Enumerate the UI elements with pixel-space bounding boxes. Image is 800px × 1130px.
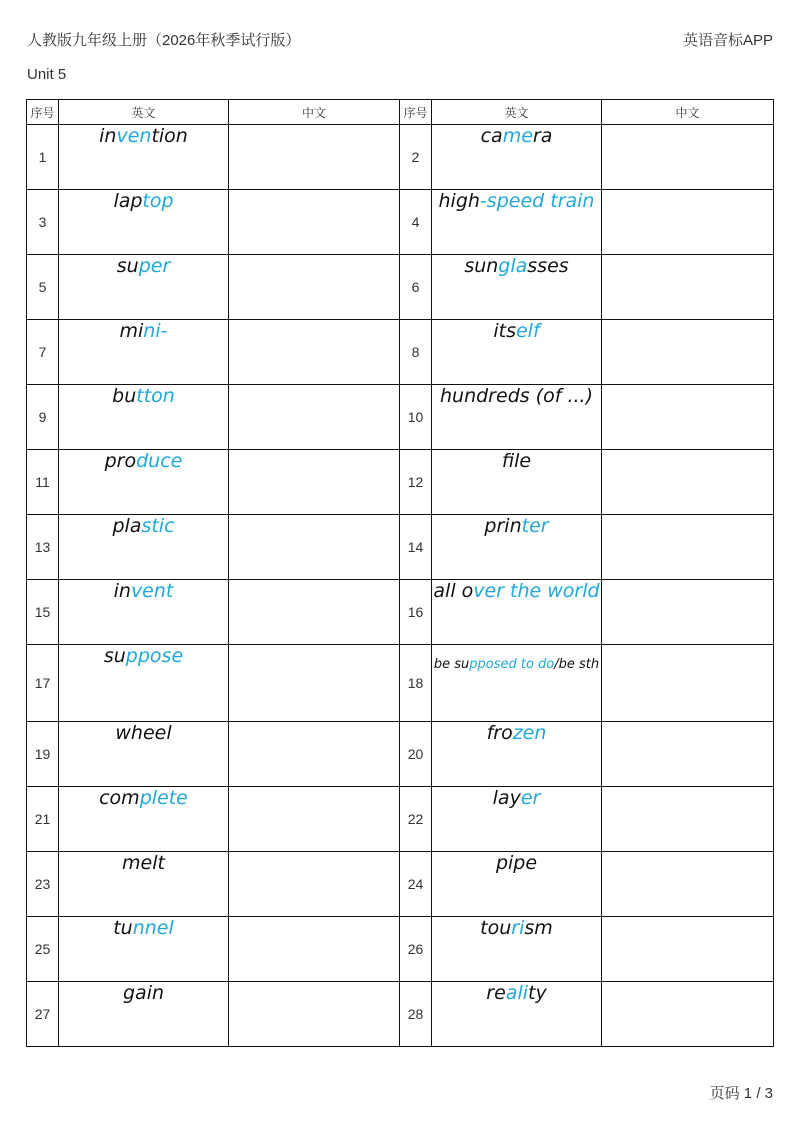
chinese-answer-cell[interactable] [602, 125, 774, 190]
word-segment: be su [433, 657, 470, 672]
chinese-answer-cell[interactable] [602, 982, 774, 1047]
word-highlight: vent [130, 580, 174, 602]
word-segment: gain [122, 982, 165, 1004]
word-segment: sm [524, 917, 553, 939]
english-word [432, 982, 602, 1047]
word-highlight: -speed train [479, 190, 595, 212]
chinese-answer-cell[interactable] [602, 645, 774, 722]
document-title: 人教版九年级上册（2026年秋季试行版） [27, 32, 301, 49]
word-segment: mi [119, 320, 144, 342]
table-row [27, 255, 774, 320]
row-number: 10 [400, 385, 432, 450]
english-word [432, 190, 602, 255]
row-number: 26 [400, 917, 432, 982]
word-highlight: pposed to do [469, 657, 555, 672]
word-highlight: ri [511, 917, 525, 939]
table-row [27, 645, 774, 722]
english-word [59, 722, 229, 787]
row-number: 23 [27, 852, 59, 917]
word-segment: file [501, 450, 532, 472]
english-word [59, 255, 229, 320]
word-highlight: gla [498, 255, 528, 277]
english-word [432, 787, 602, 852]
word-segment: /be sth [554, 657, 600, 672]
column-header-num: 序号 [27, 100, 59, 125]
table-row [27, 580, 774, 645]
row-number: 13 [27, 515, 59, 580]
word-segment: tou [480, 917, 512, 939]
column-header-cn: 中文 [602, 100, 774, 125]
word-segment: high [438, 190, 480, 212]
table-row [27, 982, 774, 1047]
chinese-answer-cell[interactable] [229, 320, 400, 385]
row-number: 3 [27, 190, 59, 255]
english-word [59, 320, 229, 385]
chinese-answer-cell[interactable] [229, 787, 400, 852]
english-word [432, 645, 602, 722]
chinese-answer-cell[interactable] [229, 515, 400, 580]
row-number: 8 [400, 320, 432, 385]
chinese-answer-cell[interactable] [229, 190, 400, 255]
word-highlight: tton [136, 385, 175, 407]
word-segment: its [493, 320, 516, 342]
row-number: 28 [400, 982, 432, 1047]
english-word [59, 645, 229, 722]
chinese-answer-cell[interactable] [229, 125, 400, 190]
row-number: 2 [400, 125, 432, 190]
chinese-answer-cell[interactable] [602, 515, 774, 580]
english-word [432, 320, 602, 385]
chinese-answer-cell[interactable] [602, 190, 774, 255]
word-segment: tu [113, 917, 133, 939]
word-segment: pro [104, 450, 137, 472]
english-word [432, 917, 602, 982]
table-row [27, 515, 774, 580]
english-word [59, 515, 229, 580]
row-number: 18 [400, 645, 432, 722]
chinese-answer-cell[interactable] [229, 982, 400, 1047]
table-row [27, 320, 774, 385]
word-segment: wheel [115, 722, 172, 744]
row-number: 17 [27, 645, 59, 722]
row-number: 20 [400, 722, 432, 787]
word-segment: re [486, 982, 506, 1004]
english-word [59, 125, 229, 190]
row-number: 25 [27, 917, 59, 982]
chinese-answer-cell[interactable] [602, 722, 774, 787]
word-highlight: ali [505, 982, 528, 1004]
word-highlight: stic [141, 515, 175, 537]
word-segment: su [116, 255, 139, 277]
row-number: 24 [400, 852, 432, 917]
word-segment: in [99, 125, 117, 147]
table-row [27, 787, 774, 852]
column-header-num: 序号 [400, 100, 432, 125]
word-highlight: ni- [143, 320, 168, 342]
word-segment: ra [532, 125, 553, 147]
word-highlight: nnel [132, 917, 174, 939]
app-name: 英语音标APP [682, 32, 773, 49]
word-highlight: duce [136, 450, 183, 472]
chinese-answer-cell[interactable] [602, 917, 774, 982]
row-number: 6 [400, 255, 432, 320]
english-word [432, 450, 602, 515]
table-row [27, 125, 774, 190]
word-segment: su [103, 645, 126, 667]
row-number: 16 [400, 580, 432, 645]
english-word [59, 190, 229, 255]
word-highlight: er [520, 787, 541, 809]
word-highlight: ver the world [473, 580, 600, 602]
english-word [432, 852, 602, 917]
english-word [432, 255, 602, 320]
row-number: 5 [27, 255, 59, 320]
chinese-answer-cell[interactable] [229, 255, 400, 320]
table-header-row [27, 100, 774, 125]
word-segment: sses [527, 255, 569, 277]
chinese-answer-cell[interactable] [602, 580, 774, 645]
english-word [59, 917, 229, 982]
column-header-cn: 中文 [229, 100, 400, 125]
word-segment: ca [480, 125, 503, 147]
word-highlight: ven [116, 125, 152, 147]
chinese-answer-cell[interactable] [229, 722, 400, 787]
english-word [432, 580, 602, 645]
english-word [432, 515, 602, 580]
word-highlight: ter [521, 515, 549, 537]
word-segment: melt [122, 852, 165, 874]
word-segment: hundreds (of ...) [440, 385, 593, 407]
chinese-answer-cell[interactable] [602, 450, 774, 515]
chinese-answer-cell[interactable] [229, 917, 400, 982]
row-number: 11 [27, 450, 59, 515]
row-number: 27 [27, 982, 59, 1047]
row-number: 19 [27, 722, 59, 787]
word-segment: all o [433, 580, 474, 602]
table-body [27, 125, 774, 1047]
word-highlight: zen [512, 722, 547, 744]
row-number: 12 [400, 450, 432, 515]
chinese-answer-cell[interactable] [602, 787, 774, 852]
table-row [27, 385, 774, 450]
word-segment: tion [151, 125, 188, 147]
english-word [59, 852, 229, 917]
table-row [27, 722, 774, 787]
chinese-answer-cell[interactable] [229, 385, 400, 450]
word-highlight: per [138, 255, 171, 277]
word-segment: prin [484, 515, 522, 537]
table-row [27, 450, 774, 515]
word-highlight: elf [515, 320, 540, 342]
chinese-answer-cell[interactable] [602, 385, 774, 450]
row-number: 21 [27, 787, 59, 852]
english-word [432, 385, 602, 450]
chinese-answer-cell[interactable] [602, 255, 774, 320]
row-number: 15 [27, 580, 59, 645]
chinese-answer-cell[interactable] [229, 450, 400, 515]
row-number: 7 [27, 320, 59, 385]
word-segment: lay [492, 787, 521, 809]
word-highlight: ppose [125, 645, 184, 667]
word-segment: sun [464, 255, 499, 277]
word-segment: fro [486, 722, 513, 744]
word-segment: ty [528, 982, 547, 1004]
word-segment: pla [112, 515, 142, 537]
vocabulary-table [26, 99, 774, 1047]
chinese-answer-cell[interactable] [602, 320, 774, 385]
page-number: 页码 1 / 3 [709, 1085, 773, 1102]
english-word [59, 787, 229, 852]
chinese-answer-cell[interactable] [602, 852, 774, 917]
chinese-answer-cell[interactable] [229, 645, 400, 722]
word-highlight: top [142, 190, 174, 212]
word-segment: pipe [495, 852, 538, 874]
english-word [59, 580, 229, 645]
word-segment: lap [113, 190, 143, 212]
row-number: 22 [400, 787, 432, 852]
english-word [59, 982, 229, 1047]
chinese-answer-cell[interactable] [229, 852, 400, 917]
table-row [27, 190, 774, 255]
word-segment: in [113, 580, 131, 602]
row-number: 9 [27, 385, 59, 450]
english-word [59, 450, 229, 515]
english-word [432, 722, 602, 787]
word-highlight: me [502, 125, 533, 147]
word-highlight: plete [139, 787, 188, 809]
chinese-answer-cell[interactable] [229, 580, 400, 645]
column-header-en: 英文 [59, 100, 229, 125]
row-number: 14 [400, 515, 432, 580]
english-word [432, 125, 602, 190]
english-word [59, 385, 229, 450]
column-header-en: 英文 [432, 100, 602, 125]
row-number: 1 [27, 125, 59, 190]
word-segment: bu [112, 385, 137, 407]
table-row [27, 917, 774, 982]
word-segment: com [99, 787, 140, 809]
row-number: 4 [400, 190, 432, 255]
unit-label: Unit 5 [27, 66, 67, 83]
table-row [27, 852, 774, 917]
